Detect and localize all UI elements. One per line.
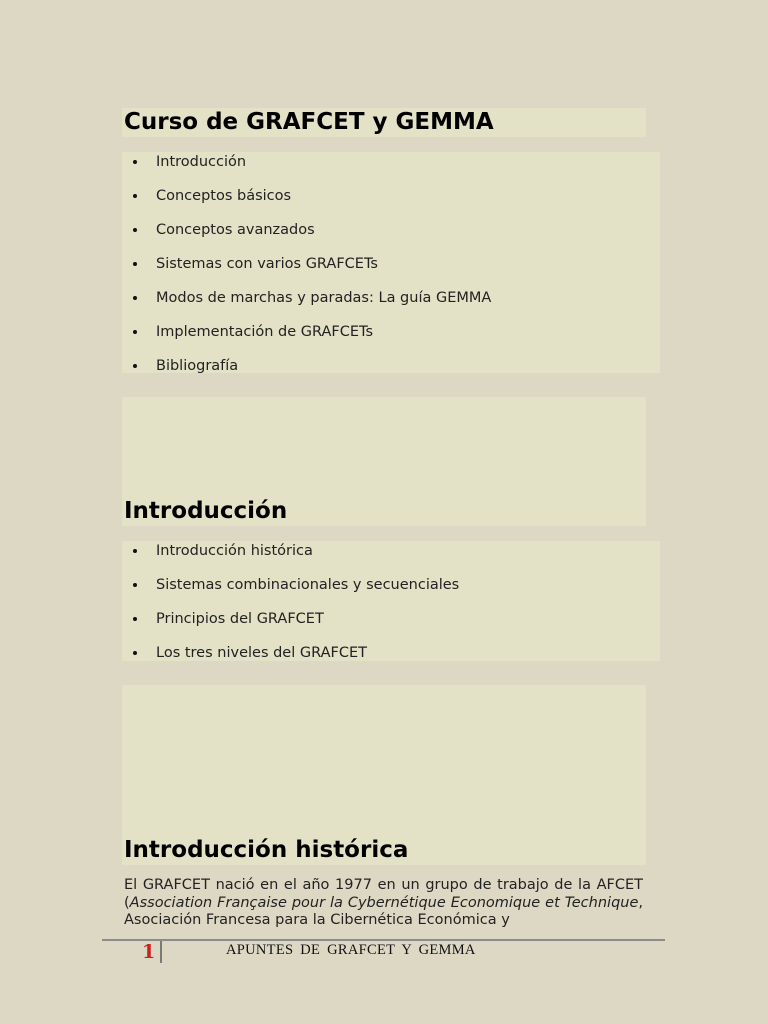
footer-rule [102, 939, 665, 941]
toc-item-gemma[interactable] [156, 290, 491, 324]
toc-label[interactable]: Sistemas combinacionales y secuenciales [156, 577, 460, 593]
toc-label[interactable]: Sistemas con varios GRAFCETs [156, 256, 378, 272]
toc-label[interactable]: Implementación de GRAFCETs [156, 324, 374, 340]
toc-label[interactable]: Introducción histórica [156, 543, 313, 559]
toc-label[interactable]: Bibliografía [156, 358, 239, 374]
bullet [133, 160, 137, 164]
toc-label[interactable]: Conceptos básicos [156, 188, 292, 204]
bullet [133, 364, 137, 368]
toc-label[interactable]: Los tres niveles del GRAFCET [156, 645, 367, 661]
bullet [133, 651, 137, 655]
toc-label[interactable]: Modos de marchas y paradas: La guía GEMMA [156, 290, 492, 306]
footer-separator [160, 941, 162, 963]
history-title: Introducción histórica [124, 837, 409, 863]
toc-item-implementacion[interactable] [156, 324, 491, 358]
intro-title: Introducción [124, 498, 288, 524]
toc-item-conceptos-basicos[interactable] [156, 188, 491, 222]
intro-toc [156, 543, 459, 679]
course-toc [156, 154, 491, 392]
paragraph-text: El GRAFCET nació en el año 1977 en un grupo de trabajo de la AFCET ( [124, 877, 643, 911]
bullet [133, 228, 137, 232]
bullet [133, 330, 137, 334]
toc-label[interactable]: Principios del GRAFCET [156, 611, 324, 627]
footer-title: APUNTES DE GRAFCET Y GEMMA [226, 942, 476, 958]
toc-item-principios[interactable] [156, 611, 459, 645]
course-title: Curso de GRAFCET y GEMMA [124, 109, 494, 135]
toc-label[interactable]: Introducción [156, 154, 247, 170]
paragraph-text: , Asociación Francesa para la Cibernética Económica y [124, 894, 643, 928]
toc-item-introduccion[interactable] [156, 154, 491, 188]
bullet [133, 296, 137, 300]
history-paragraph [124, 877, 643, 930]
toc-label[interactable]: Conceptos avanzados [156, 222, 315, 238]
toc-item-introduccion-historica[interactable] [156, 543, 459, 577]
page-number: 1 [142, 941, 156, 963]
bullet [133, 583, 137, 587]
toc-item-bibliografia[interactable] [156, 358, 491, 392]
paragraph-italic: Association Française pour la Cybernétique Economique et Technique [129, 894, 639, 911]
bullet [133, 262, 137, 266]
toc-item-conceptos-avanzados[interactable] [156, 222, 491, 256]
toc-item-sistemas-varios-grafcets[interactable] [156, 256, 491, 290]
toc-item-tres-niveles[interactable] [156, 645, 459, 679]
toc-item-sistemas-combinacionales[interactable] [156, 577, 459, 611]
bullet [133, 194, 137, 198]
bullet [133, 549, 137, 553]
bullet [133, 617, 137, 621]
